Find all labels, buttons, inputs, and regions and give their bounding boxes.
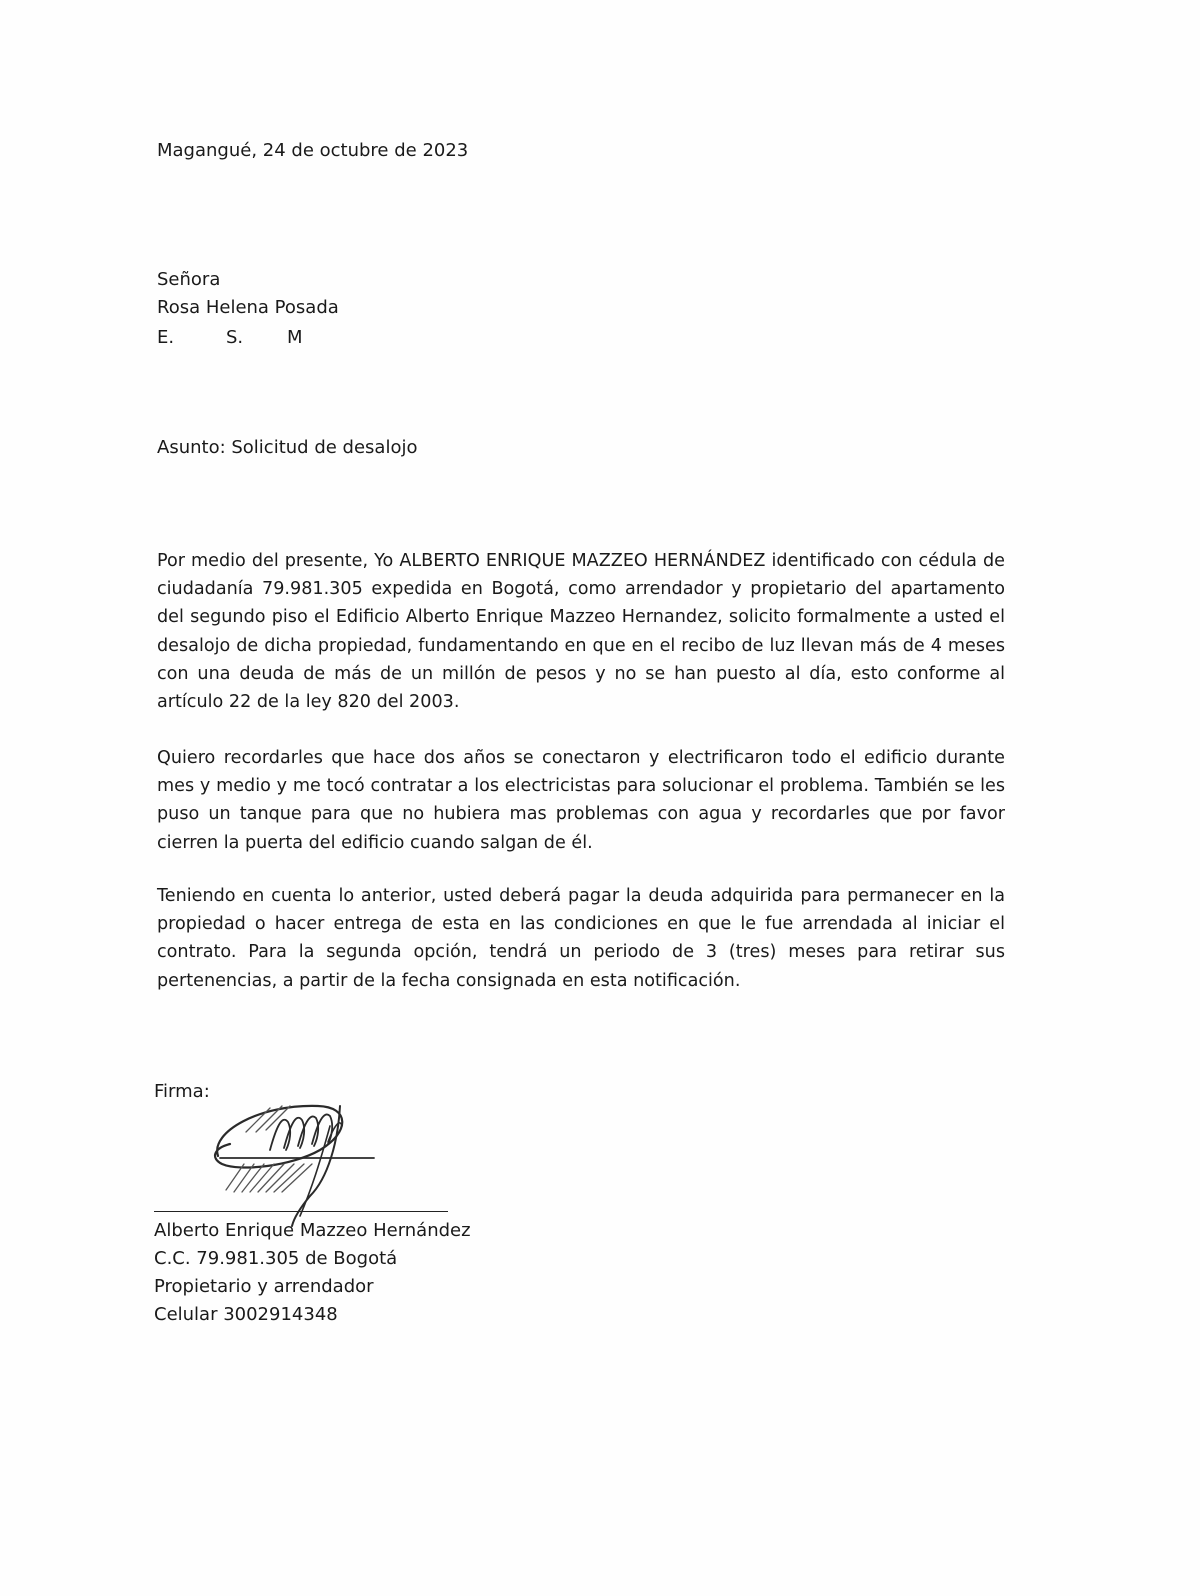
body-paragraph-3: Teniendo en cuenta lo anterior, usted deberá pagar la deuda adquirida para permanecer en la propiedad o hacer entrega de esta en las condiciones en que le fue arrendada al iniciar el contrato. Para la segunda opción, tendrá un periodo de 3 (tres) meses para retirar sus pertenencias, a partir de la fecha consignada en esta notificación. <box>157 886 1005 991</box>
subject-line: Asunto: Solicitud de desalojo <box>157 437 418 458</box>
handwritten-signature <box>200 1092 390 1230</box>
signer-id: C.C. 79.981.305 de Bogotá <box>154 1248 398 1269</box>
signature-line <box>154 1211 448 1212</box>
recipient-esm <box>157 328 317 348</box>
body-paragraph-2: Quiero recordarles que hace dos años se conectaron y electrificaron todo el edificio durante mes y medio y me tocó contratar a los electricistas para solucionar el problema. También se les puso un tanque para que no hubiera mas problemas con agua y recordarles que por favor cierren la puerta del edificio cuando salgan de él. <box>157 748 1005 853</box>
signer-name: Alberto Enrique Mazzeo Hernández <box>154 1220 471 1241</box>
signer-role: Propietario y arrendador <box>154 1276 374 1297</box>
esm-s: S. <box>226 327 244 348</box>
recipient-name: Rosa Helena Posada <box>157 297 339 318</box>
esm-e: E. <box>157 327 175 348</box>
signature-label: Firma: <box>154 1081 210 1102</box>
place-date: Magangué, 24 de octubre de 2023 <box>157 140 469 161</box>
signer-phone: Celular 3002914348 <box>154 1304 338 1325</box>
recipient-salutation: Señora <box>157 269 221 290</box>
body-paragraph-1: Por medio del presente, Yo ALBERTO ENRIQUE MAZZEO HERNÁNDEZ identificado con cédula de ciudadanía 79.981.305 expedida en Bogotá, como arrendador y propietario del apartamento del segundo piso el Edificio Alberto Enrique Mazzeo Hernandez, solicito formalmente a usted el desalojo de dicha propiedad, fundamentando en que en el recibo de luz llevan más de 4 meses con una deuda de más de un millón de pesos y no se han puesto al día, esto conforme al artículo 22 de la ley 820 del 2003. <box>157 551 1005 713</box>
esm-m: M <box>287 327 303 348</box>
